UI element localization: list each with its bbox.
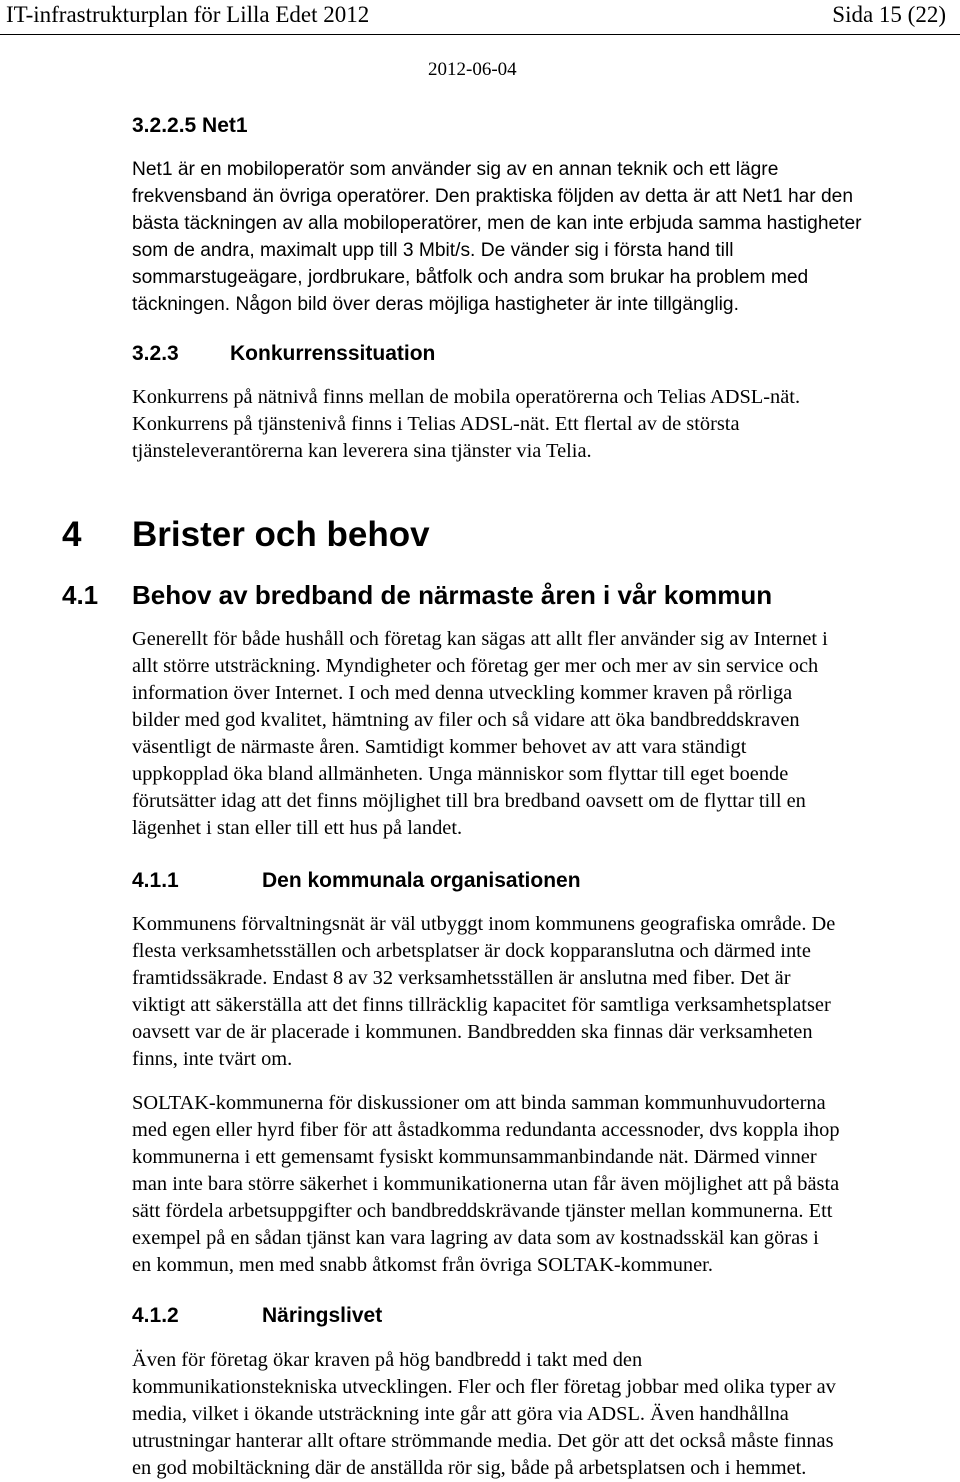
- text-line: allt större utsträckning. Myndigheter och företag ger mer och mer av sin service och: [132, 655, 819, 677]
- text-line: en god mobiltäckning där de anställda rör sig, både på arbetsplatsen och i hemmet.: [132, 1457, 807, 1479]
- text-line: förutsätter idag att det finns möjlighet till bra bredband oavsett om de flyttar till en: [132, 790, 806, 812]
- text-line: man inte bara större säkerhet i kommunikationerna utan får även möjlighet att på bästa: [132, 1173, 840, 1195]
- text-line: täckningen. Någon bild över deras möjliga hastigheter är inte tillgänglig.: [132, 294, 739, 315]
- section-heading-net1: 3.2.2.5 Net1: [132, 114, 248, 137]
- text-line: finns, inte tvärt om.: [132, 1048, 293, 1070]
- text-line: viktigt att säkerställa att det finns tillräcklig kapacitet för samtliga verksamhetsplatser: [132, 994, 831, 1016]
- section-number-kommunala: 4.1.1: [132, 869, 179, 892]
- konkurrens-paragraph: [132, 384, 960, 465]
- behov-paragraph: [132, 626, 960, 842]
- text-line: utrustningar hanterar allt oftare strömmande media. Det gör att det också måste finnas: [132, 1430, 834, 1452]
- section-heading-kommunala: Den kommunala organisationen: [262, 869, 581, 892]
- chapter-number: 4: [62, 515, 82, 554]
- text-line: Även för företag ökar kraven på hög bandbredd i takt med den: [132, 1349, 643, 1371]
- text-line: tjänsteleverantörerna kan leverera sina tjänster via Telia.: [132, 440, 592, 462]
- text-line: Generellt för både hushåll och företag kan sägas att allt fler använder sig av Internet i: [132, 628, 828, 650]
- section-number-konkurrens: 3.2.3: [132, 342, 179, 365]
- text-line: Konkurrens på nätnivå finns mellan de mobila operatörerna och Telias ADSL-nät.: [132, 386, 801, 408]
- text-line: väsentligt de närmaste åren. Samtidigt kommer behovet av att vara ständigt: [132, 736, 747, 758]
- text-line: flesta verksamhetsställen och arbetsplatser är dock kopparanslutna och därmed inte: [132, 940, 811, 962]
- text-line: Net1 är en mobiloperatör som använder sig av en annan teknik och ett lägre: [132, 159, 779, 180]
- text-line: sätt fördela arbetsuppgifter och bandbreddskrävande tjänster mellan kommunerna. Ett: [132, 1200, 833, 1222]
- text-line: bästa täckningen av alla mobiloperatörer, men de kan inte erbjuda samma hastigheter: [132, 213, 862, 234]
- text-line: information över Internet. I och med denna utveckling kommer kraven på rörliga: [132, 682, 793, 704]
- chapter-heading: Brister och behov: [132, 515, 430, 554]
- naringsliv-paragraph: [132, 1347, 960, 1482]
- section-heading-behov: Behov av bredband de närmaste åren i vår kommun: [132, 580, 773, 610]
- text-line: uppkopplad öka bland allmänheten. Unga människor som flyttar till eget boende: [132, 763, 789, 785]
- text-line: exempel på en sådan tjänst kan vara lagring av data som av kostnadsskäl kan göras i: [132, 1227, 819, 1249]
- text-line: oavsett var de är placerade i kommunen. Bandbredden ska finnas där verksamheten: [132, 1021, 813, 1043]
- section-number-behov: 4.1: [62, 580, 99, 610]
- text-line: sommarstugeägare, jordbrukare, båtfolk och andra som brukar ha problem med: [132, 267, 809, 288]
- text-line: som de andra, maximalt upp till 3 Mbit/s. De vänder sig i första hand till: [132, 240, 734, 261]
- document-date: 2012-06-04: [428, 59, 517, 80]
- text-line: Kommunens förvaltningsnät är väl utbyggt inom kommunens geografiska område. De: [132, 913, 836, 935]
- text-line: media, vilket i ökande utsträckning inte går att göra via ADSL. Även handhållna: [132, 1403, 789, 1425]
- text-line: framtidssäkrade. Endast 8 av 32 verksamhetsställen är anslutna med fiber. Det är: [132, 967, 791, 989]
- text-line: med egen eller hyrd fiber för att åstadkomma redundanta accessnoder, dvs koppla ihop: [132, 1119, 840, 1141]
- kommunala-paragraph-1: [132, 911, 960, 1073]
- page-number: Sida 15 (22): [832, 2, 946, 27]
- text-line: kommunerna i ett gemensamt fysiskt kommunsammanbindande nät. Därmed vinner: [132, 1146, 817, 1168]
- section-heading-konkurrens: Konkurrenssituation: [230, 342, 436, 365]
- document-title: IT-infrastrukturplan för Lilla Edet 2012: [6, 2, 370, 27]
- header-divider: [0, 34, 960, 35]
- section-heading-naringsliv: Näringslivet: [262, 1304, 383, 1327]
- text-line: frekvensband än övriga operatörer. Den praktiska följden av detta är att Net1 har den: [132, 186, 854, 207]
- text-line: lägenhet i stan eller till ett hus på landet.: [132, 817, 463, 839]
- net1-paragraph: [132, 156, 958, 318]
- text-line: kommunikationstekniska utvecklingen. Fler och fler företag jobbar med olika typer av: [132, 1376, 836, 1398]
- text-line: SOLTAK-kommunerna för diskussioner om att binda samman kommunhuvudorterna: [132, 1092, 826, 1114]
- kommunala-paragraph-2: [132, 1090, 960, 1279]
- section-number-naringsliv: 4.1.2: [132, 1304, 179, 1327]
- text-line: en kommun, men med snabb åtkomst från övriga SOLTAK-kommuner.: [132, 1254, 713, 1276]
- text-line: Konkurrens på tjänstenivå finns i Telias ADSL-nät. Ett flertal av de största: [132, 413, 740, 435]
- text-line: bilder med god kvalitet, hämtning av filer och så vidare att öka bandbreddskraven: [132, 709, 800, 731]
